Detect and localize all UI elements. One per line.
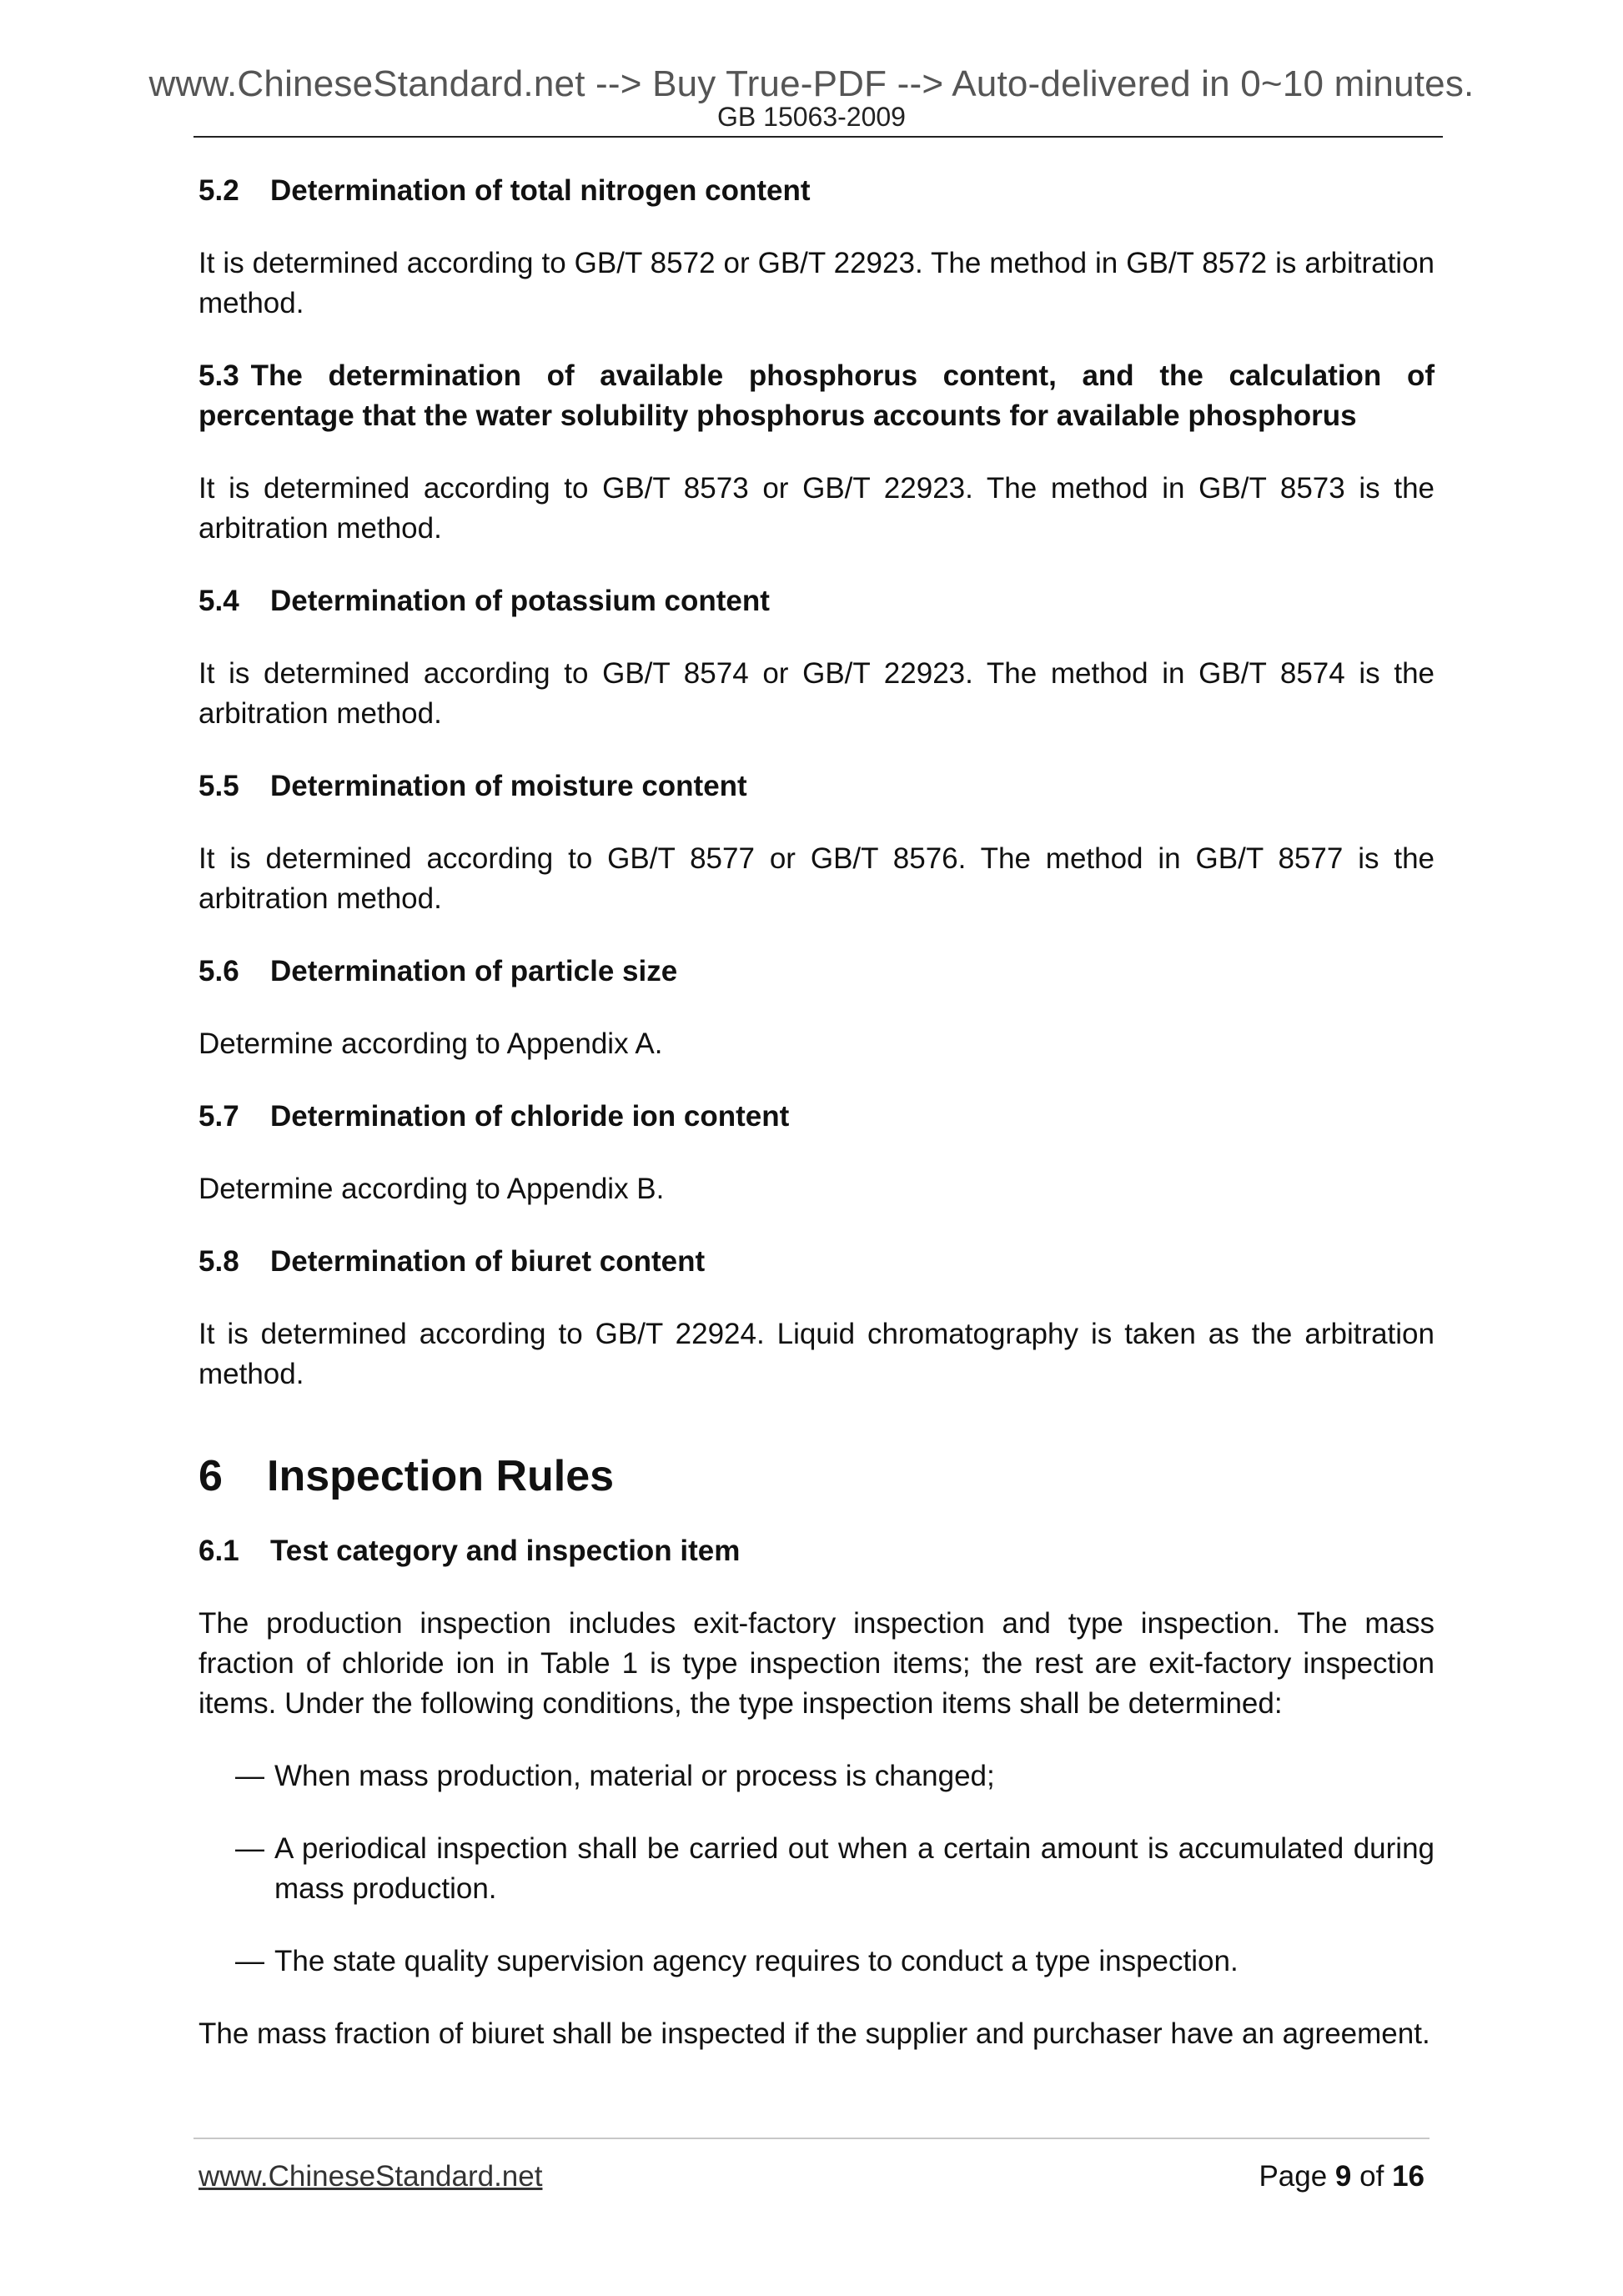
section-number: 5.6	[198, 955, 239, 987]
dash-marker: —	[235, 1832, 264, 1865]
section-heading-5-6	[198, 952, 1435, 992]
paragraph: The mass fraction of biuret shall be inspected if the supplier and purchaser have an agreement.	[198, 2017, 1430, 2050]
site-banner: www.ChineseStandard.net --> Buy True-PDF --> Auto-delivered in 0~10 minutes.	[148, 63, 1475, 104]
section-number: 5.8	[198, 1245, 239, 1278]
page-indicator	[1259, 2160, 1425, 2193]
section-number: 5.3	[198, 359, 239, 392]
paragraph: Determine according to Appendix A.	[198, 1027, 663, 1060]
list-item-text: When mass production, material or process is changed;	[274, 1760, 995, 1792]
list-item	[235, 1829, 1435, 1909]
list-item-text: The state quality supervision agency requires to conduct a type inspection.	[274, 1945, 1239, 1977]
section-heading-5-3	[198, 356, 1435, 436]
of-word: of	[1359, 2160, 1384, 2193]
section-title: Determination of total nitrogen content	[270, 174, 811, 207]
section-title: Determination of chloride ion content	[270, 1100, 790, 1133]
section-title: The determination of available phosphorus content, and the calculation of percentage that the water solubility phosphorus accounts for available phosphorus	[198, 359, 1435, 432]
paragraph: It is determined according to GB/T 8573 or GB/T 22923. The method in GB/T 8573 is the arbitration method.	[198, 472, 1435, 545]
section-title: Determination of potassium content	[270, 585, 770, 617]
section-heading-5-5	[198, 766, 1435, 806]
section-number: 5.2	[198, 174, 239, 207]
section-number: 6.1	[198, 1535, 239, 1567]
chapter-heading-6	[198, 1449, 1435, 1503]
section-title: Test category and inspection item	[270, 1535, 741, 1567]
footer-divider	[193, 2138, 1430, 2139]
paragraph: The production inspection includes exit-factory inspection and type inspection. The mass fraction of chloride ion in Table 1 is type inspection items; the rest are exit-factory inspection items. Under the following conditions, the type inspection items shall be determined:	[198, 1607, 1435, 1720]
section-title: Determination of biuret content	[270, 1245, 706, 1278]
footer-site-link[interactable]: www.ChineseStandard.net	[198, 2160, 543, 2193]
section-number: 5.4	[198, 585, 239, 617]
list-item	[235, 1942, 1435, 1982]
section-number: 5.7	[198, 1100, 239, 1133]
paragraph: Determine according to Appendix B.	[198, 1173, 665, 1205]
chapter-number: 6	[198, 1452, 223, 1500]
section-heading-5-4	[198, 581, 1435, 621]
list-item	[235, 1756, 1435, 1796]
section-heading-5-8	[198, 1242, 1435, 1282]
paragraph: It is determined according to GB/T 22924. Liquid chromatography is taken as the arbitration method.	[198, 1318, 1435, 1390]
header-divider	[193, 136, 1443, 138]
section-title: Determination of moisture content	[270, 770, 747, 802]
current-page-number: 9	[1334, 2160, 1352, 2193]
total-pages-number: 16	[1392, 2160, 1425, 2193]
chapter-title: Inspection Rules	[267, 1452, 615, 1500]
section-heading-5-7	[198, 1097, 1435, 1137]
list-item-text: A periodical inspection shall be carried out when a certain amount is accumulated during mass production.	[274, 1832, 1435, 1905]
paragraph: It is determined according to GB/T 8577 or GB/T 8576. The method in GB/T 8577 is the arbitration method.	[198, 842, 1435, 915]
document-id: GB 15063-2009	[717, 102, 906, 132]
section-number: 5.5	[198, 770, 239, 802]
dash-marker: —	[235, 1760, 264, 1792]
page-word: Page	[1259, 2160, 1328, 2193]
paragraph: It is determined according to GB/T 8574 or GB/T 22923. The method in GB/T 8574 is the arbitration method.	[198, 657, 1435, 730]
section-title: Determination of particle size	[270, 955, 678, 987]
section-heading-6-1	[198, 1531, 1435, 1571]
section-heading-5-2	[198, 171, 1435, 211]
paragraph: It is determined according to GB/T 8572 or GB/T 22923. The method in GB/T 8572 is arbitration method.	[198, 247, 1435, 319]
page-body	[198, 171, 1435, 2087]
dash-marker: —	[235, 1945, 264, 1977]
